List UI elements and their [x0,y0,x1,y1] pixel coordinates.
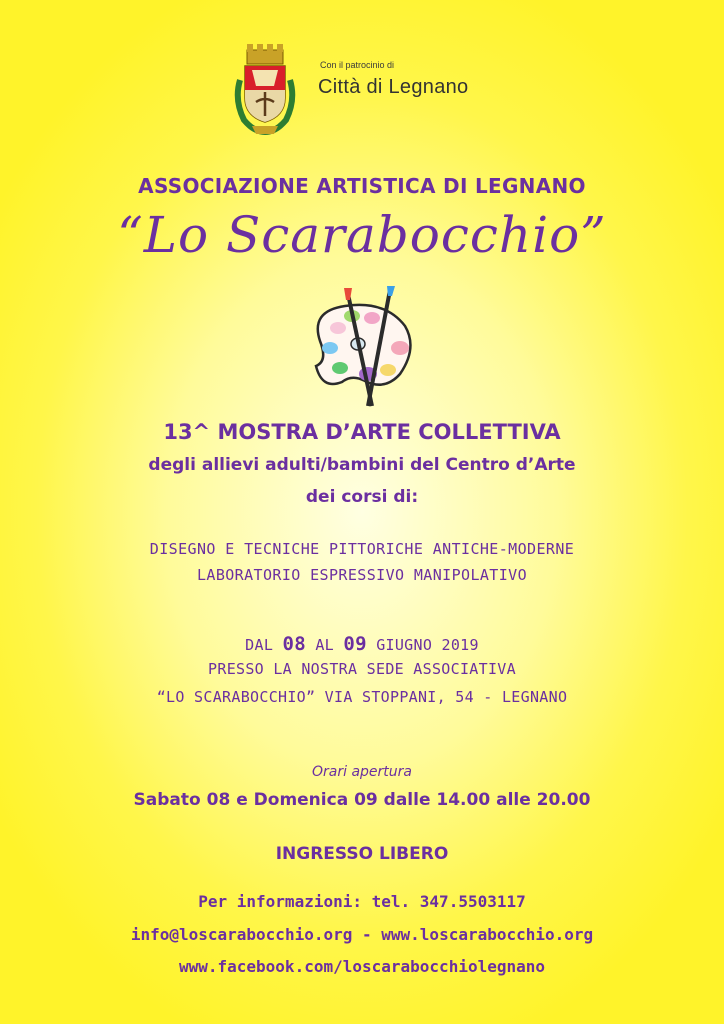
month-year: GIUGNO 2019 [376,636,479,654]
course-item: LABORATORIO ESPRESSIVO MANIPOLATIVO [196,566,528,584]
start-day: 08 [282,633,306,655]
courses-intro: dei corsi di: [305,487,419,507]
opening-hours-label: Orari apertura [312,764,412,780]
exhibition-title: 13^ MOSTRA D’ARTE COLLETTIVA [163,420,561,444]
opening-schedule: Sabato 08 e Domenica 09 dalle 14.00 alle 20.00 [133,790,591,810]
course-item: DISEGNO E TECNICHE PITTORICHE ANTICHE-MODERNE [149,540,575,558]
venue-line: PRESSO LA NOSTRA SEDE ASSOCIATIVA [208,660,516,678]
city-crest-icon [230,40,300,136]
dates-to-label: AL [315,636,335,654]
dates-from-label: DAL [245,636,274,654]
phone-contact: Per informazioni: tel. 347.5503117 [198,892,526,911]
brand-title: “Lo Scarabocchio” [117,206,607,264]
email-website-contact[interactable]: info@loscarabocchio.org - www.loscarabocchio.org [130,925,594,944]
association-heading: ASSOCIAZIONE ARTISTICA DI LEGNANO [138,174,586,198]
end-day: 09 [343,633,367,655]
event-dates [0,633,724,655]
exhibition-subtitle: degli allievi adulti/bambini del Centro d’Arte [148,455,576,475]
city-name: Città di Legnano [318,76,469,98]
patronage-label: Con il patrocinio di [320,60,395,70]
paint-palette-icon [300,286,420,416]
facebook-link[interactable]: www.facebook.com/loscarabocchiolegnano [178,957,546,976]
venue-address: “LO SCARABOCCHIO” VIA STOPPANI, 54 - LEGNANO [156,688,568,706]
admission-info: INGRESSO LIBERO [275,844,449,864]
